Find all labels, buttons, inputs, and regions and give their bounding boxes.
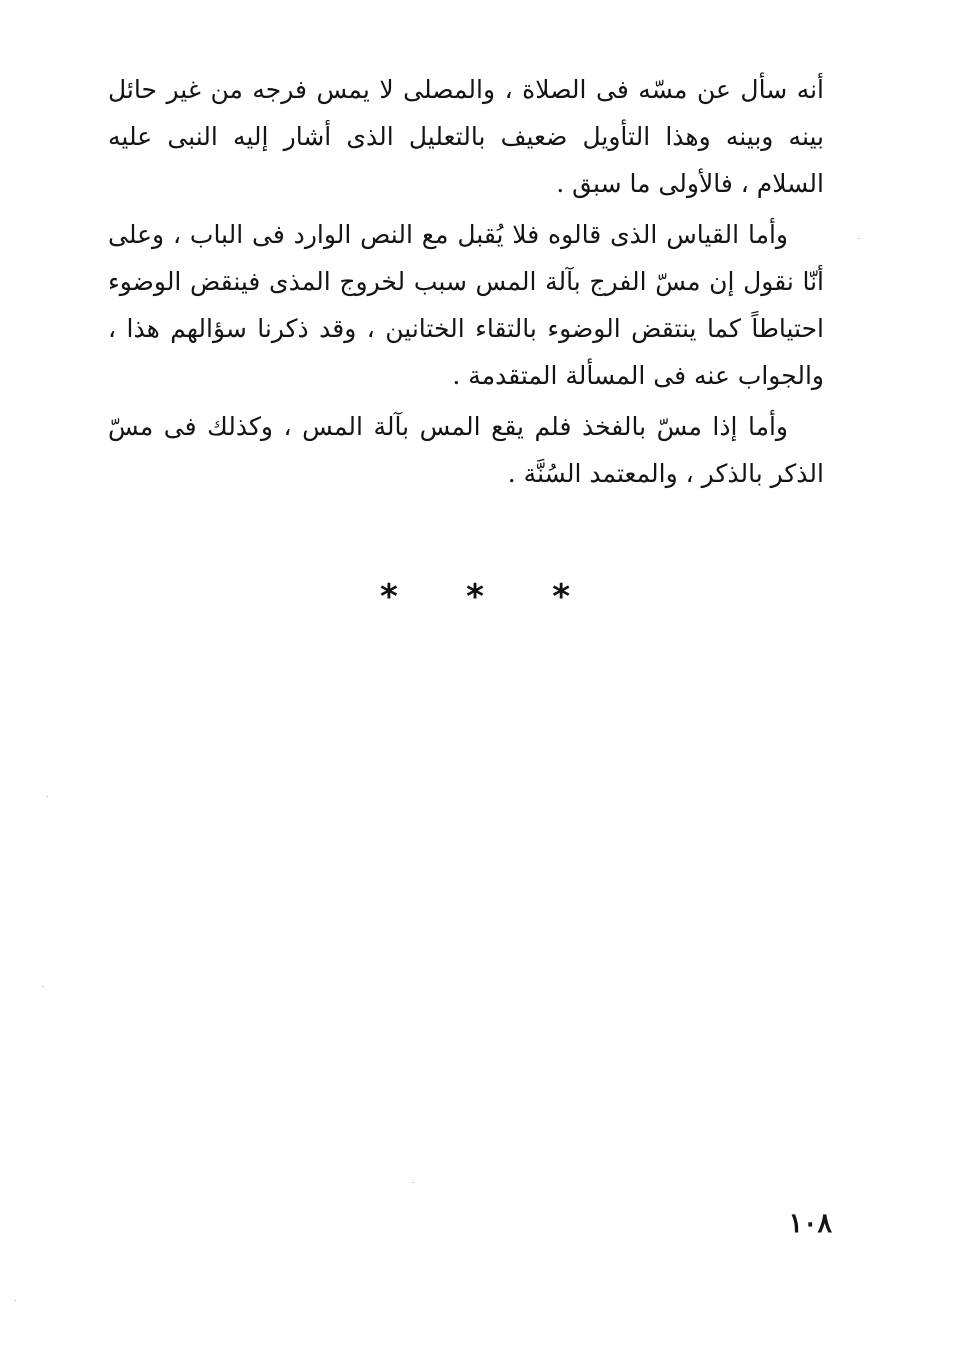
scan-speck — [14, 1300, 16, 1301]
scan-speck — [858, 238, 860, 239]
asterisk-1: * — [380, 577, 398, 617]
paragraph-1: أنه سأل عن مسّه فى الصلاة ، والمصلى لا يمس فرجه من غير حائل بينه وبينه وهذا التأويل ضعيف بالتعليل الذى أشار إليه النبى عليه السلام ، فالأولى ما سبق . — [108, 75, 824, 198]
asterisk-2: * — [466, 577, 484, 617]
paragraph-3: وأما إذا مسّ بالفخذ فلم يقع المس بآلة المس ، وكذلك فى مسّ الذكر بالذكر ، والمعتمد السُنَّة . — [108, 412, 824, 488]
scan-speck — [42, 986, 44, 987]
page-number: ١٠٨ — [788, 1208, 832, 1239]
body-text — [108, 66, 824, 497]
asterisk-3: * — [552, 577, 570, 617]
scan-speck — [46, 796, 48, 797]
section-separator — [380, 572, 570, 622]
scan-speck — [412, 1182, 414, 1183]
paragraph-2: وأما القياس الذى قالوه فلا يُقبل مع النص الوارد فى الباب ، وعلى أنّا نقول إن مسّ الفرج بآلة المس سبب لخروج المذى فينقض الوضوء احتياطاً كما ينتقض الوضوء بالتقاء الختانين ، وقد ذكرنا سؤالهم هذا ، والجواب عنه فى المسألة المتقدمة . — [108, 220, 824, 390]
